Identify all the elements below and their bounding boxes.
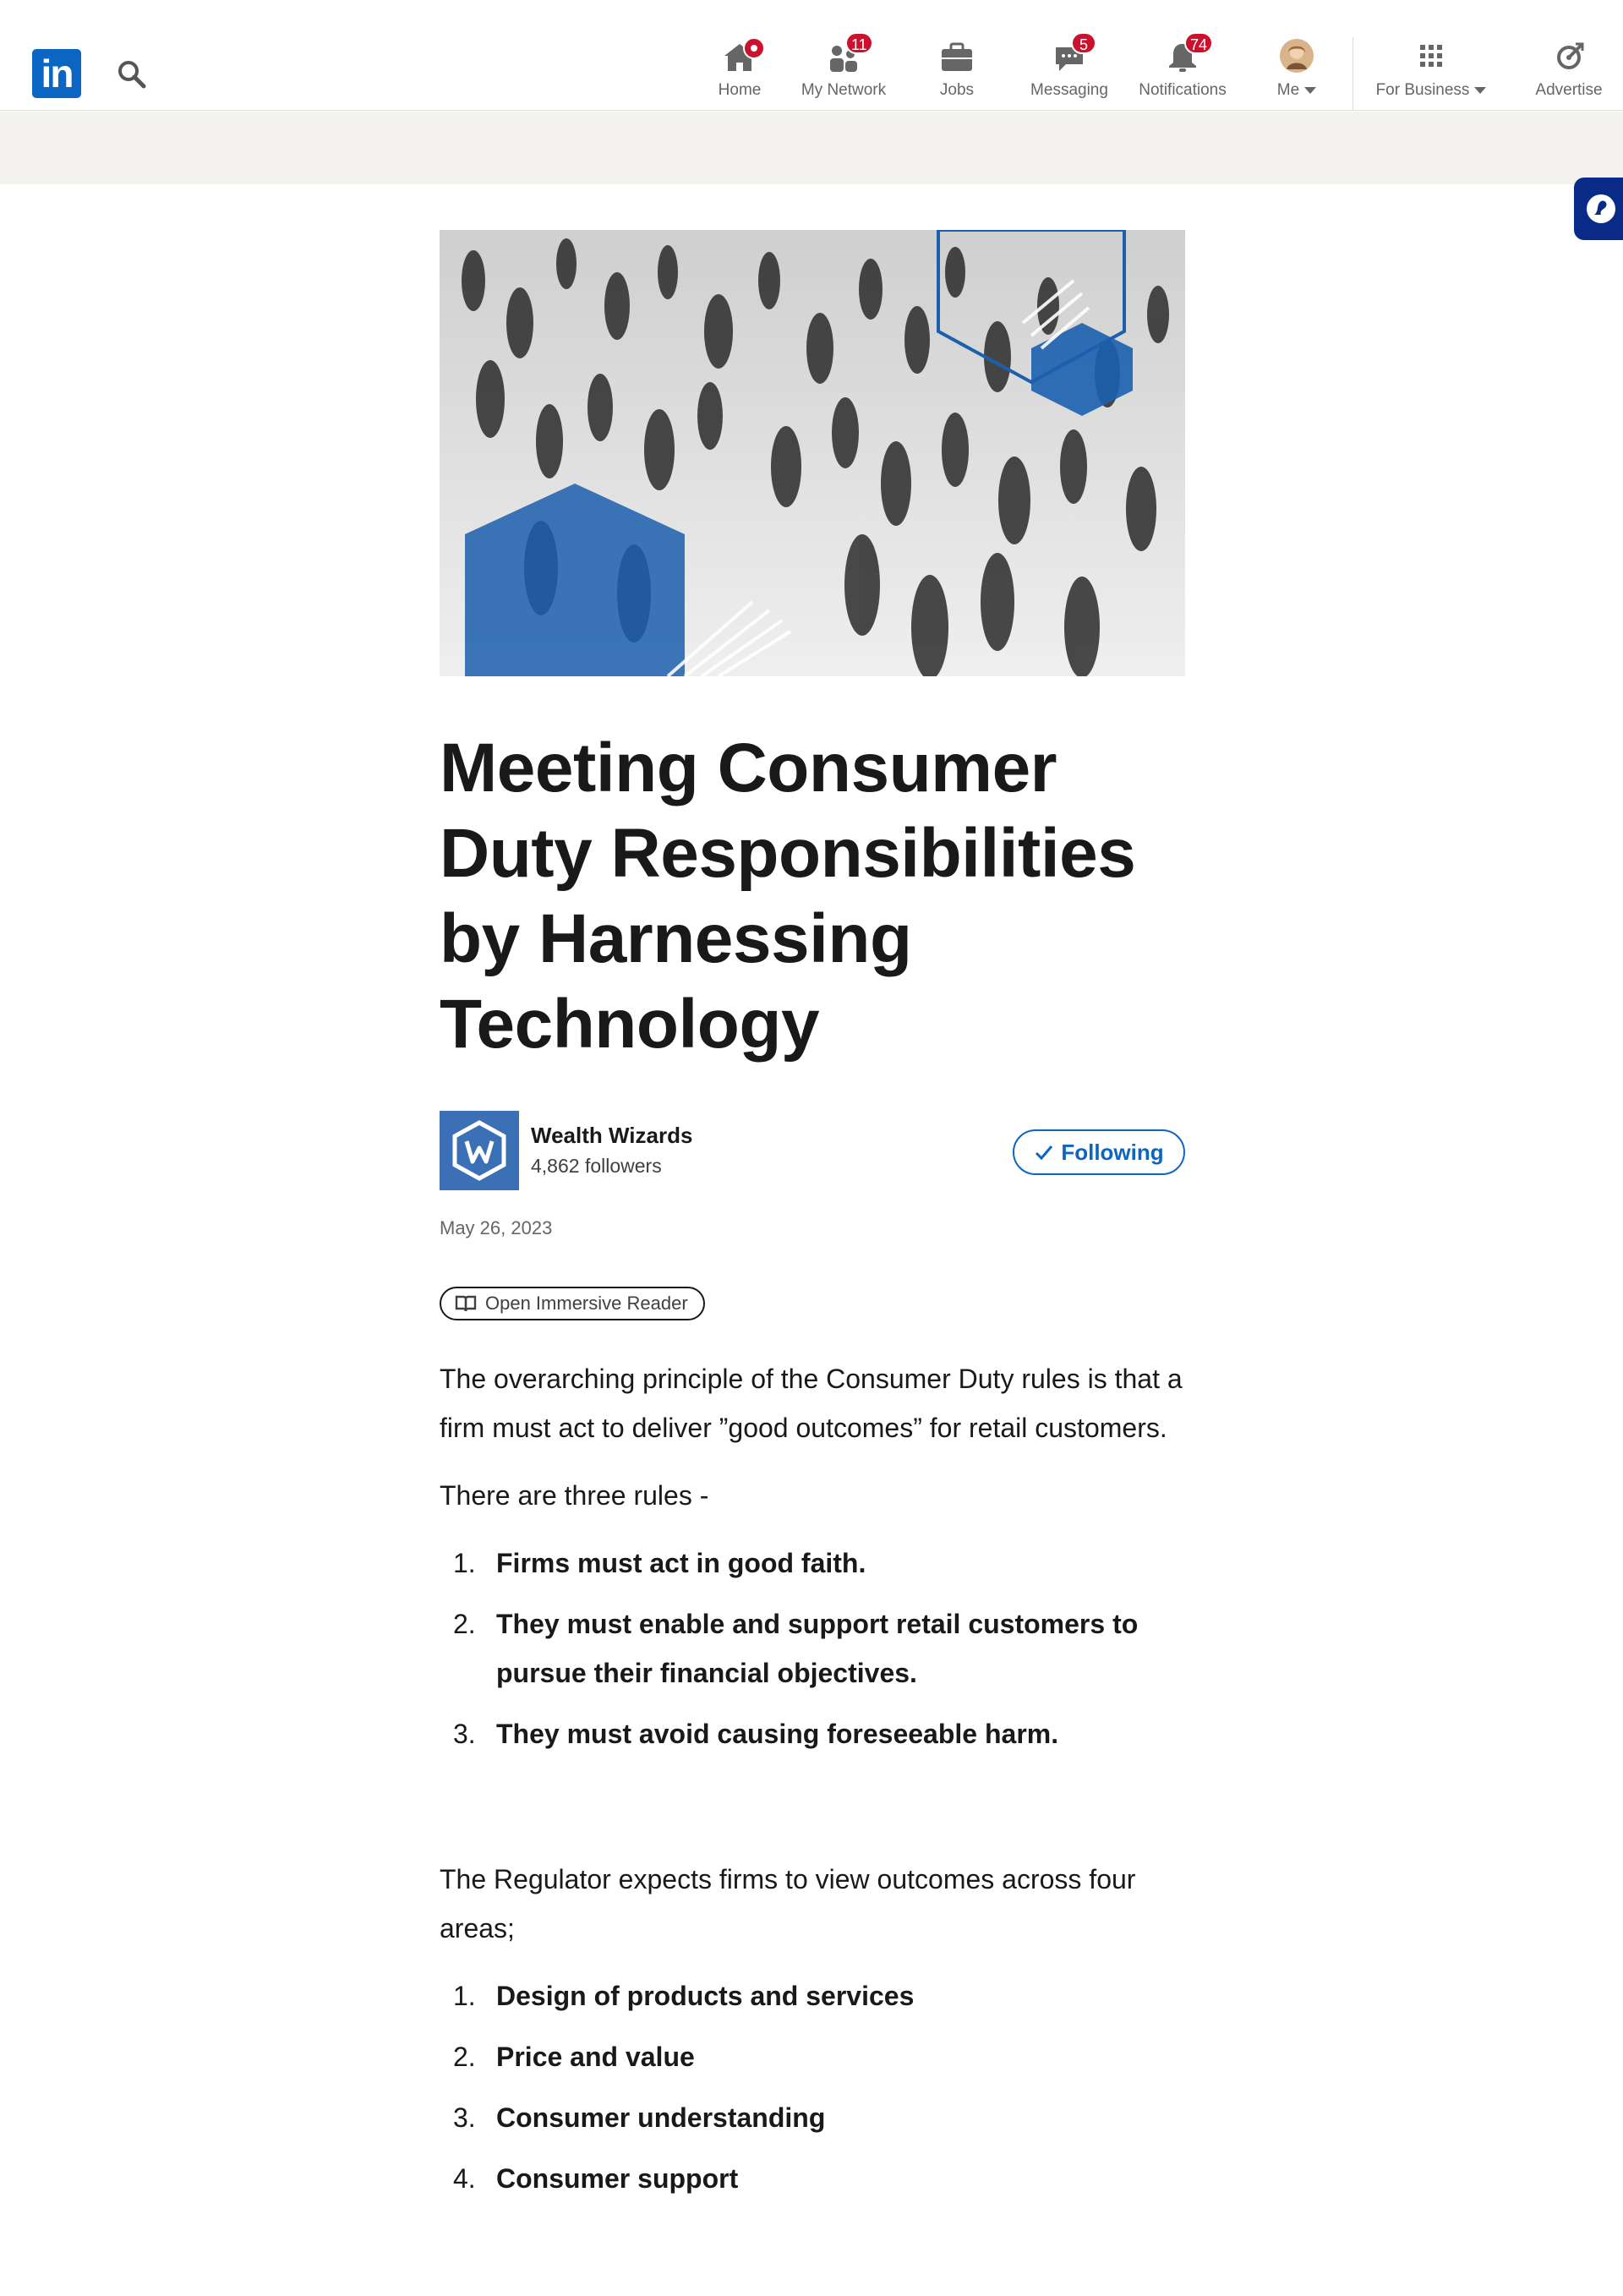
extension-logo-icon: [1574, 178, 1623, 240]
nav-jobs-label: Jobs: [939, 81, 975, 99]
list-item: 1. Design of products and services: [453, 1981, 915, 2011]
grid-icon: [1413, 37, 1450, 74]
extension-side-tab[interactable]: [1574, 178, 1623, 240]
checkmark-icon: [1034, 1142, 1054, 1162]
advertise-icon: [1550, 37, 1587, 74]
author-row: [440, 1111, 1185, 1192]
messaging-icon: [1051, 37, 1088, 74]
nav-messaging[interactable]: [1023, 37, 1116, 105]
book-icon: [455, 1294, 477, 1313]
chevron-down-icon: [1474, 87, 1486, 94]
nav-my-network-label: My Network: [801, 81, 887, 99]
nav-notifications[interactable]: [1129, 37, 1236, 105]
author-logo[interactable]: [440, 1111, 519, 1190]
paragraph-2: There are three rules -: [440, 1480, 709, 1511]
list-item: 2. They must enable and support retail customers to pursue their financial objectives.: [453, 1609, 1139, 1688]
author-followers: 4,862 followers: [531, 1155, 662, 1177]
linkedin-logo[interactable]: in: [32, 49, 81, 98]
list-item: 2. Price and value: [453, 2042, 695, 2072]
top-navigation-bar: [0, 0, 1623, 111]
home-notification-dot: [743, 37, 765, 59]
nav-home-label: Home: [718, 81, 762, 99]
hero-image: [440, 230, 1185, 676]
nav-advertise-label: Advertise: [1535, 81, 1603, 99]
nav-me[interactable]: [1263, 37, 1331, 105]
messaging-badge: 5: [1071, 32, 1096, 54]
nav-me-label: Me: [1276, 81, 1300, 99]
page-background-band: [0, 112, 1623, 184]
chevron-down-icon: [1304, 87, 1316, 94]
briefcase-icon: [938, 37, 975, 74]
nav-advertise[interactable]: [1527, 37, 1611, 105]
immersive-reader-button[interactable]: [440, 1287, 705, 1320]
list-item: 4. Consumer support: [453, 2163, 739, 2194]
spacer: [440, 1770, 1185, 1836]
immersive-reader-label: Open Immersive Reader: [485, 1293, 688, 1314]
following-button-label: Following: [1061, 1139, 1164, 1165]
nav-for-business[interactable]: [1368, 37, 1495, 105]
areas-list: [440, 1971, 1185, 2203]
search-icon[interactable]: [115, 57, 149, 91]
paragraph-1: The overarching principle of the Consumer Duty rules is that a firm must act to deliver ”good outcomes” for retail customers.: [440, 1364, 1183, 1443]
list-item: 3. They must avoid causing foreseeable harm.: [453, 1719, 1059, 1749]
avatar: [1278, 37, 1315, 74]
article-title: Meeting Consumer Duty Responsibilities by Harnessing Technology: [440, 730, 1136, 1063]
nav-divider: [1352, 37, 1353, 110]
my-network-icon: [825, 36, 867, 74]
publish-date: May 26, 2023: [440, 1217, 553, 1238]
nav-jobs[interactable]: [921, 37, 992, 105]
list-item: 1. Firms must act in good faith.: [453, 1548, 866, 1578]
nav-home[interactable]: [702, 37, 778, 105]
rules-list: [440, 1539, 1185, 1758]
paragraph-3: The Regulator expects firms to view outcomes across four areas;: [440, 1864, 1136, 1943]
nav-messaging-label: Messaging: [1030, 81, 1108, 99]
list-item: 3. Consumer understanding: [453, 2102, 826, 2133]
bell-icon: [1164, 36, 1208, 74]
notifications-badge: 74: [1184, 32, 1213, 54]
nav-for-business-label: For Business: [1375, 81, 1470, 99]
nav-my-network[interactable]: [793, 37, 894, 105]
my-network-badge: 11: [845, 32, 873, 54]
home-icon: [721, 37, 758, 74]
nav-notifications-label: Notifications: [1139, 81, 1227, 99]
article: [440, 230, 1185, 2215]
author-name[interactable]: Wealth Wizards: [531, 1123, 693, 1148]
following-button[interactable]: [1013, 1129, 1185, 1175]
